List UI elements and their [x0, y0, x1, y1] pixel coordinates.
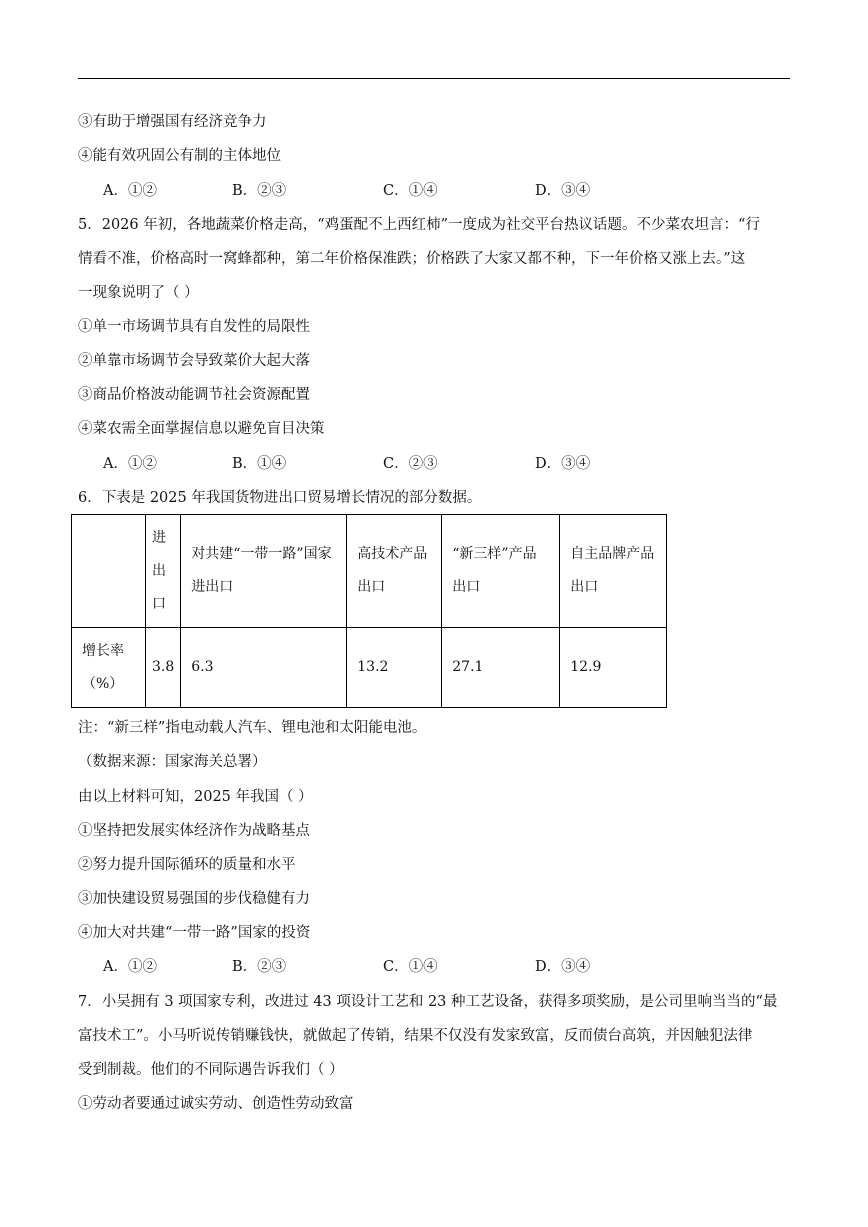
q6-option-d[interactable]: D．③④ [535, 959, 591, 975]
q5-statement-1: ①单一市场调节具有自发性的局限性 [78, 319, 310, 335]
q6-stem: 由以上材料可知，2025 年我国（ ） [78, 789, 313, 805]
table-header-cell: 对共建“一带一路”国家进出口 [181, 515, 347, 628]
table-cell: 27.1 [442, 628, 560, 708]
q4-statement-4: ④能有效巩固公有制的主体地位 [78, 148, 281, 164]
q6-option-c[interactable]: C．①④ [383, 959, 438, 975]
table-row [72, 628, 667, 708]
table-header-row [72, 515, 667, 628]
q6-intro: 6．下表是 2025 年我国货物进出口贸易增长情况的部分数据。 [78, 490, 482, 506]
q5-option-a[interactable]: A．①② [103, 456, 157, 472]
q6-option-a[interactable]: A．①② [103, 959, 157, 975]
q5-statement-2: ②单靠市场调节会导致菜价大起大落 [78, 353, 310, 369]
q7-stem-line-3: 受到制裁。他们的不同际遇告诉我们（ ） [78, 1062, 344, 1078]
q7-stem-line-2: 富技术工”。小马听说传销赚钱快，就做起了传销，结果不仅没有发家致富，反而债台高筑，并因触犯法律 [78, 1028, 753, 1044]
q6-note: 注：“新三样”指电动载人汽车、锂电池和太阳能电池。 [78, 720, 427, 736]
table-row-label: 增长率（%） [72, 628, 146, 708]
q6-statement-2: ②努力提升国际循环的质量和水平 [78, 857, 296, 873]
q4-statement-3: ③有助于增强国有经济竞争力 [78, 114, 267, 130]
table-header-cell: 进出口 [146, 515, 181, 628]
q4-option-b[interactable]: B．②③ [232, 183, 287, 199]
q5-stem-line-1: 5．2026 年初，各地蔬菜价格走高，“鸡蛋配不上西红柿”一度成为社交平台热议话题。不少菜农坦言：“行 [78, 217, 760, 233]
table-cell: 12.9 [560, 628, 667, 708]
q5-stem-line-2: 情看不准，价格高时一窝蜂都种，第二年价格保准跌；价格跌了大家又都不种，下一年价格又涨上去。”这 [78, 251, 746, 267]
header-rule [78, 78, 790, 79]
q5-statement-3: ③商品价格波动能调节社会资源配置 [78, 387, 310, 403]
table-header-cell: 高技术产品出口 [347, 515, 442, 628]
trade-growth-table [71, 514, 667, 708]
table-cell: 6.3 [181, 628, 347, 708]
q4-option-a[interactable]: A．①② [103, 183, 157, 199]
q6-statement-4: ④加大对共建“一带一路”国家的投资 [78, 925, 311, 941]
table-header-cell [72, 515, 146, 628]
q5-option-c[interactable]: C．②③ [383, 456, 438, 472]
q5-stem-line-3: 一现象说明了（ ） [78, 285, 199, 301]
table-header-cell: 自主品牌产品出口 [560, 515, 667, 628]
q6-statement-3: ③加快建设贸易强国的步伐稳健有力 [78, 891, 310, 907]
q7-statement-1: ①劳动者要通过诚实劳动、创造性劳动致富 [78, 1096, 354, 1112]
table-cell: 13.2 [347, 628, 442, 708]
q7-stem-line-1: 7．小吴拥有 3 项国家专利，改进过 43 项设计工艺和 23 种工艺设备，获得多项奖励，是公司里响当当的“最 [78, 994, 778, 1010]
q5-statement-4: ④菜农需全面掌握信息以避免盲目决策 [78, 421, 325, 437]
q4-option-c[interactable]: C．①④ [383, 183, 438, 199]
table-cell: 3.8 [146, 628, 181, 708]
q5-option-d[interactable]: D．③④ [535, 456, 591, 472]
q5-option-b[interactable]: B．①④ [232, 456, 287, 472]
table-header-cell: “新三样”产品出口 [442, 515, 560, 628]
q4-option-d[interactable]: D．③④ [535, 183, 591, 199]
q6-option-b[interactable]: B．②③ [232, 959, 287, 975]
q6-statement-1: ①坚持把发展实体经济作为战略基点 [78, 823, 310, 839]
q6-source: （数据来源：国家海关总署） [78, 754, 267, 770]
